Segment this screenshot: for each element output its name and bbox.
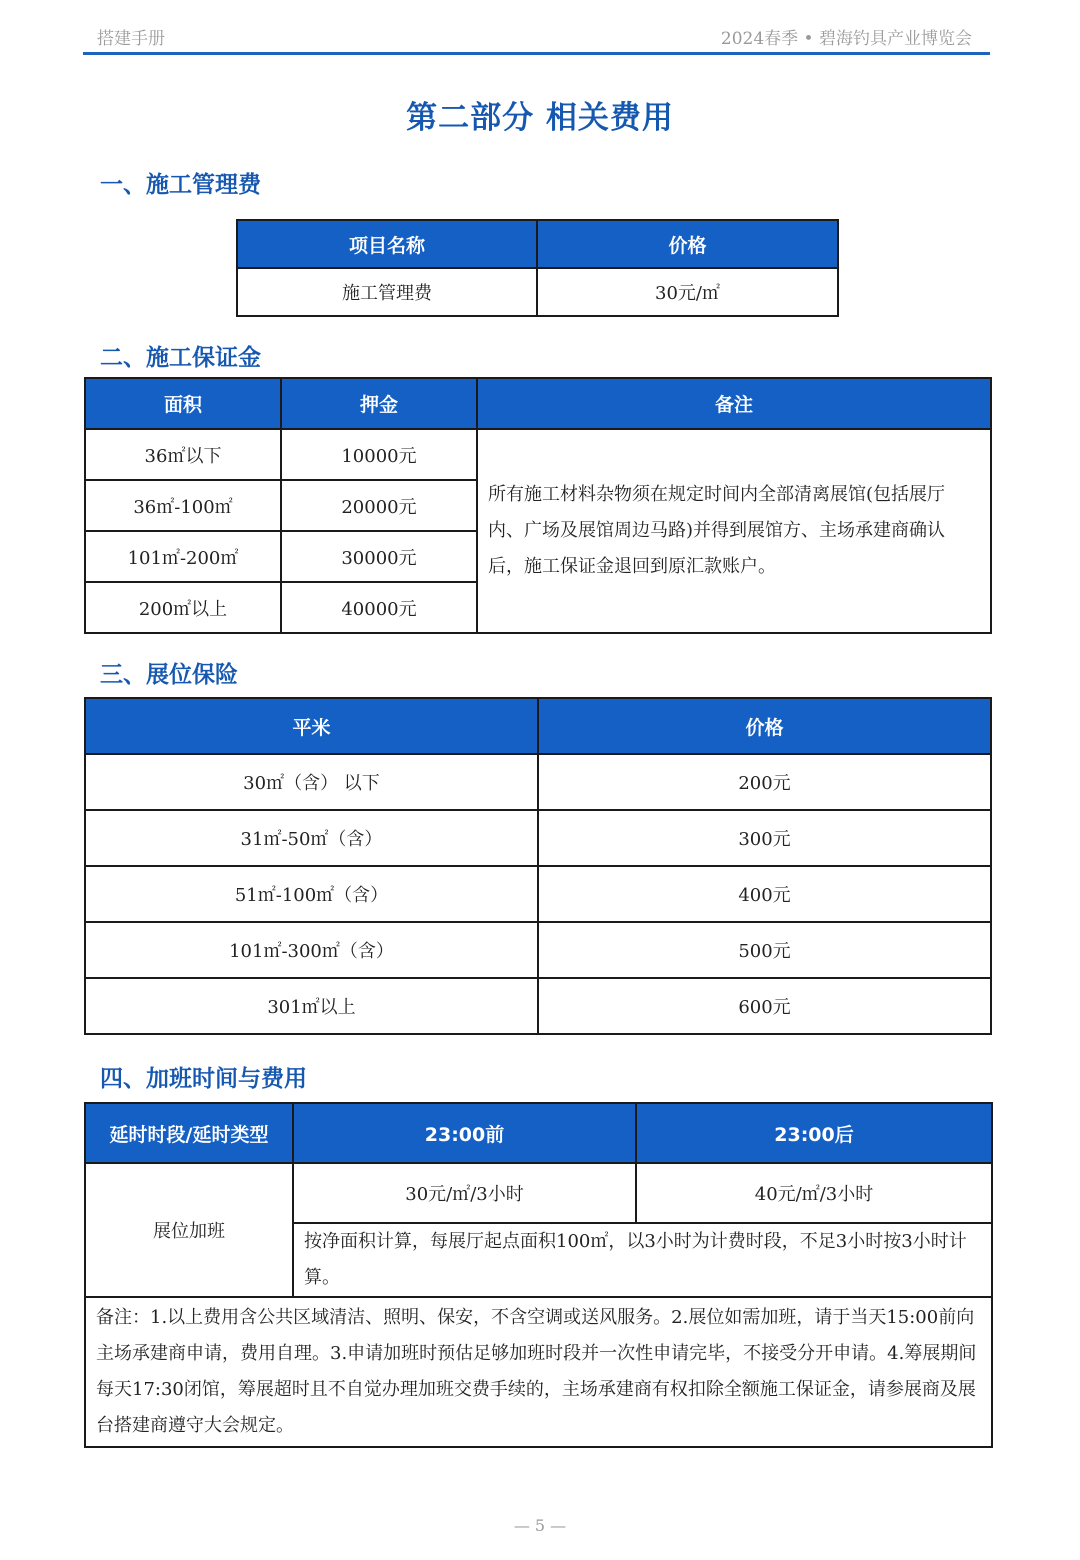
table-header: 23:00前 <box>293 1103 636 1163</box>
table-cell: 600元 <box>538 978 991 1034</box>
header-right-text: 2024春季 • 碧海钓具产业博览会 <box>720 29 972 49</box>
table-header: 价格 <box>538 698 991 754</box>
table-row <box>85 978 991 1034</box>
table-header: 押金 <box>281 378 477 429</box>
table-cell: 500元 <box>538 922 991 978</box>
table-cell: 51㎡-100㎡（含） <box>85 866 538 922</box>
table-row <box>85 754 991 810</box>
table-header: 23:00后 <box>636 1103 992 1163</box>
insurance-table <box>84 697 992 1035</box>
deposit-table <box>84 377 992 634</box>
page-number: — 5 — <box>513 1516 567 1535</box>
table-row <box>85 922 991 978</box>
header-left-text: 搭建手册 <box>97 29 165 49</box>
overtime-calc-note: 按净面积计算，每展厅起点面积100㎡，以3小时为计费时段，不足3小时按3小时计算。 <box>293 1223 992 1297</box>
overtime-row-label: 展位加班 <box>85 1163 293 1297</box>
table-cell: 40000元 <box>281 582 477 633</box>
table-header: 项目名称 <box>237 220 537 268</box>
table-cell: 20000元 <box>281 480 477 531</box>
overtime-table <box>84 1102 993 1448</box>
section-3-heading: 三、展位保险 <box>100 662 238 688</box>
page-title: 第二部分 相关费用 <box>406 100 674 136</box>
table-cell: 101㎡-200㎡ <box>85 531 281 582</box>
deposit-note: 所有施工材料杂物须在规定时间内全部清离展馆(包括展厅内、广场及展馆周边马路)并得到展馆方、主场承建商确认后，施工保证金退回到原汇款账户。 <box>477 429 991 633</box>
table-row <box>85 429 991 480</box>
table-header: 价格 <box>537 220 838 268</box>
header-divider <box>83 52 990 55</box>
price-before-cell: 30元/㎡/3小时 <box>293 1163 636 1223</box>
table-cell: 36㎡-100㎡ <box>85 480 281 531</box>
section-2-heading: 二、施工保证金 <box>100 345 261 371</box>
table-cell: 300元 <box>538 810 991 866</box>
table-header: 面积 <box>85 378 281 429</box>
table-cell: 30000元 <box>281 531 477 582</box>
table-cell: 400元 <box>538 866 991 922</box>
table-header: 平米 <box>85 698 538 754</box>
section-1-heading: 一、施工管理费 <box>100 172 261 198</box>
table-cell: 31㎡-50㎡（含） <box>85 810 538 866</box>
table-cell: 施工管理费 <box>237 268 537 316</box>
table-row <box>85 1163 992 1223</box>
table-cell: 30元/㎡ <box>537 268 838 316</box>
table-cell: 101㎡-300㎡（含） <box>85 922 538 978</box>
table-row <box>85 810 991 866</box>
table-row <box>85 1297 992 1447</box>
table-cell: 301㎡以上 <box>85 978 538 1034</box>
table-header: 备注 <box>477 378 991 429</box>
table-cell: 30㎡（含） 以下 <box>85 754 538 810</box>
section-4-heading: 四、加班时间与费用 <box>100 1066 307 1092</box>
table-row <box>237 268 838 316</box>
price-after-cell: 40元/㎡/3小时 <box>636 1163 992 1223</box>
overtime-remark: 备注：1.以上费用含公共区域清洁、照明、保安，不含空调或送风服务。2.展位如需加班，请于当天15:00前向主场承建商申请，费用自理。3.申请加班时预估足够加班时段并一次性申请完毕，不接受分开申请。4.筹展期间每天17:30闭馆，筹展超时且不自觉办理加班交费手续的，主场承建商有权扣除全额施工保证金，请参展商及展台搭建商遵守大会规定。 <box>85 1297 992 1447</box>
management-fee-table <box>236 219 839 317</box>
table-cell: 200元 <box>538 754 991 810</box>
table-cell: 36㎡以下 <box>85 429 281 480</box>
table-cell: 10000元 <box>281 429 477 480</box>
table-cell: 200㎡以上 <box>85 582 281 633</box>
table-header: 延时时段/延时类型 <box>85 1103 293 1163</box>
table-row <box>85 866 991 922</box>
